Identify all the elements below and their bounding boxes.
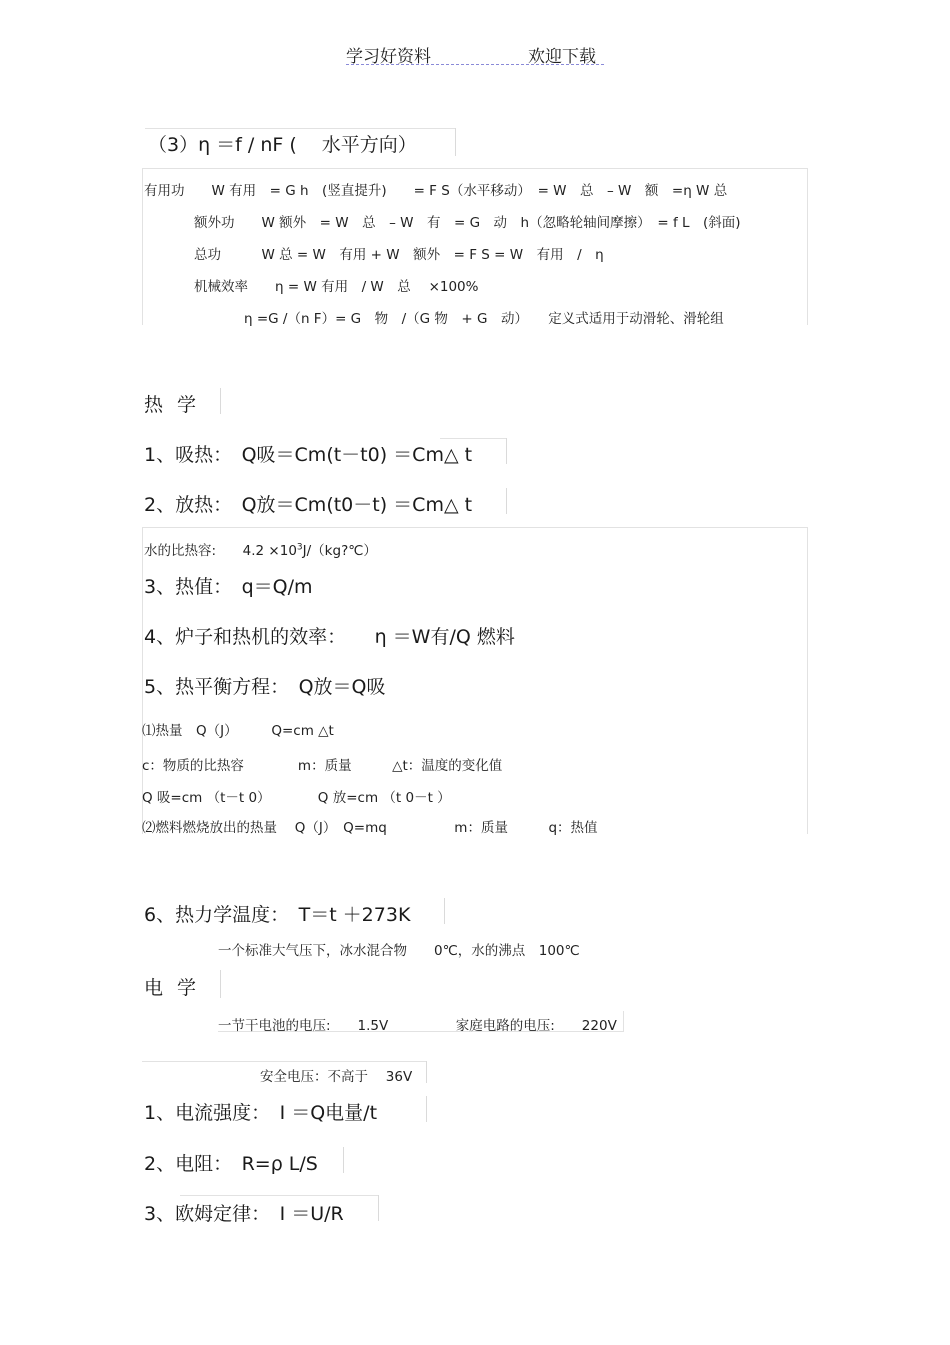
- pulley-efficiency-row: η =G /（n F）= G 物 /（G 物 + G 动） 定义式适用于动滑轮、滑轮组: [244, 311, 724, 327]
- divider: [506, 438, 507, 464]
- divider: [180, 1195, 378, 1196]
- heat-in-out-note: Q 吸=cm （t－t 0） Q 放=cm （t 0－t ）: [142, 790, 451, 806]
- water-specific-heat-value: 4.2 ×10: [242, 543, 297, 559]
- thermodynamic-temperature-formula: 6、热力学温度： T＝t ＋273K: [144, 904, 411, 926]
- water-specific-heat-exponent: 3: [296, 542, 303, 553]
- mechanical-efficiency-row: 机械效率 η = W 有用 / W 总 ×100%: [194, 279, 479, 295]
- useful-work-row: 有用功 W 有用 = G h (竖直提升) = F S（水平移动） = W 总 – W 额 =η W 总: [144, 183, 728, 199]
- header-dashed-underline: [346, 64, 604, 65]
- symbols-note: c：物质的比热容 m：质量 △t：温度的变化值: [142, 758, 503, 774]
- divider: [343, 1147, 344, 1173]
- heat-value-formula: 3、热值： q＝Q/m: [144, 576, 313, 598]
- header-right: 欢迎下载: [528, 47, 596, 67]
- water-specific-heat: [144, 539, 377, 559]
- resistance-formula: 2、电阻： R=ρ L/S: [144, 1153, 318, 1175]
- ohms-law-formula: 3、欧姆定律： I ＝U/R: [144, 1203, 344, 1225]
- divider: [142, 1061, 426, 1062]
- divider: [378, 1195, 379, 1221]
- efficiency-formula-3: （3）η ＝f / nF ( 水平方向）: [148, 134, 417, 156]
- thermal-section-title: 热 学: [144, 394, 201, 416]
- voltage-reference-note: 一节干电池的电压: 1.5V 家庭电路的电压: 220V: [218, 1018, 617, 1034]
- water-specific-heat-unit: J/（kg?℃）: [302, 543, 377, 559]
- temperature-reference-note: 一个标准大气压下，冰水混合物 0℃，水的沸点 100℃: [218, 943, 580, 959]
- heat-release-formula: 2、放热： Q放＝Cm(t0－t) ＝Cm△ t: [144, 494, 473, 516]
- divider: [145, 128, 455, 129]
- stove-efficiency-formula: 4、炉子和热机的效率： η ＝W有/Q 燃料: [144, 626, 515, 648]
- divider: [455, 128, 456, 156]
- divider: [220, 388, 221, 414]
- heat-quantity-note: ⑴热量 Q（J） Q=cm △t: [142, 723, 334, 739]
- heat-balance-formula: 5、热平衡方程： Q放＝Q吸: [144, 676, 386, 698]
- divider: [440, 438, 506, 439]
- heat-absorption-formula: 1、吸热： Q吸＝Cm(t－t0) ＝Cm△ t: [144, 444, 473, 466]
- extra-work-row: 额外功 W 额外 = W 总 – W 有 = G 动 h（忽略轮轴间摩擦） = f L (斜面): [194, 215, 741, 231]
- fuel-heat-note: ⑵燃料燃烧放出的热量 Q（J） Q=mq m：质量 q：热值: [142, 820, 598, 836]
- electric-section-title: 电 学: [144, 977, 201, 999]
- safe-voltage-note: 安全电压：不高于 36V: [260, 1069, 413, 1085]
- water-specific-heat-label: 水的比热容:: [144, 543, 217, 559]
- divider: [426, 1061, 427, 1083]
- total-work-row: 总功 W 总 = W 有用 + W 额外 = F S = W 有用 / η: [194, 247, 604, 263]
- current-formula: 1、电流强度： I ＝Q电量/t: [144, 1102, 378, 1124]
- divider: [444, 898, 445, 924]
- divider: [426, 1096, 427, 1122]
- header-left: 学习好资料: [346, 47, 431, 67]
- divider: [220, 970, 221, 998]
- divider: [506, 488, 507, 514]
